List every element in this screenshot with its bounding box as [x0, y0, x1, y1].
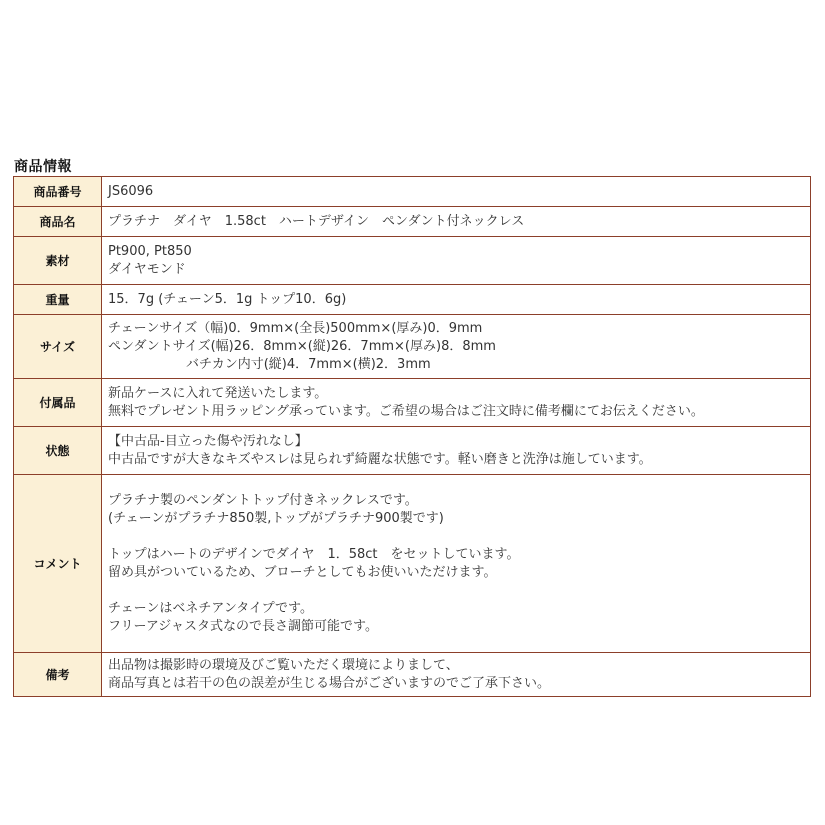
row-accessories [14, 379, 811, 427]
comment-line: (チェーンがプラチナ850製,トップがプラチナ900製です) [108, 510, 444, 526]
label-condition: 状態 [14, 427, 102, 475]
accessories-line: 新品ケースに入れて発送いたします。 [108, 385, 328, 401]
value-accessories [102, 379, 811, 427]
value-comment [102, 475, 811, 653]
row-comment [14, 475, 811, 653]
label-comment: コメント [14, 475, 102, 653]
comment-spacer [108, 528, 804, 546]
accessories-line: 無料でプレゼント用ラッピング承っています。ご希望の場合はご注文時に備考欄にてお伝えください。 [108, 403, 704, 419]
label-product-number: 商品番号 [14, 177, 102, 207]
row-material [14, 237, 811, 285]
value-product-name: プラチナ ダイヤ 1.58ct ハートデザイン ペンダント付ネックレス [102, 207, 811, 237]
size-line: ペンダントサイズ(幅)26．8mm×(縦)26．7mm×(厚み)8．8mm [108, 338, 496, 354]
size-line: チェーンサイズ（幅)0．9mm×(全長)500mm×(厚み)0．9mm [108, 320, 483, 336]
value-condition [102, 427, 811, 475]
comment-spacer [108, 582, 804, 600]
condition-line: 【中古品-目立った傷や汚れなし】 [108, 433, 308, 449]
comment-line: フリーアジャスタ式なので長さ調節可能です。 [108, 618, 379, 634]
value-weight: 15．7g (チェーン5．1g トップ10．6g) [102, 285, 811, 315]
label-remarks: 備考 [14, 653, 102, 697]
comment-line: 留め具がついているため、ブローチとしてもお使いいただけます。 [108, 564, 497, 580]
size-line: バチカン内寸(縦)4．7mm×(横)2．3mm [108, 356, 431, 372]
row-product-name [14, 207, 811, 237]
row-weight [14, 285, 811, 315]
remarks-line: 出品物は撮影時の環境及びご覧いただく環境によりまして、 [108, 657, 459, 673]
condition-line: 中古品ですが大きなキズやスレは見られず綺麗な状態です。軽い磨きと洗浄は施しています。 [108, 451, 652, 467]
comment-line: トップはハートのデザインでダイヤ 1．58ct をセットしています。 [108, 546, 520, 562]
product-info-table [13, 176, 811, 697]
value-material [102, 237, 811, 285]
row-condition [14, 427, 811, 475]
value-product-number: JS6096 [102, 177, 811, 207]
label-size: サイズ [14, 315, 102, 379]
value-size [102, 315, 811, 379]
label-material: 素材 [14, 237, 102, 285]
material-line: ダイヤモンド [108, 261, 186, 277]
row-size [14, 315, 811, 379]
value-remarks [102, 653, 811, 697]
label-accessories: 付属品 [14, 379, 102, 427]
material-line: Pt900, Pt850 [108, 243, 192, 259]
row-remarks [14, 653, 811, 697]
comment-line: チェーンはベネチアンタイプです。 [108, 600, 314, 616]
section-title: 商品情報 [14, 159, 72, 175]
comment-line: プラチナ製のペンダントトップ付きネックレスです。 [108, 492, 418, 508]
label-product-name: 商品名 [14, 207, 102, 237]
remarks-line: 商品写真とは若干の色の誤差が生じる場合がございますのでご了承下さい。 [108, 675, 551, 691]
row-product-number [14, 177, 811, 207]
label-weight: 重量 [14, 285, 102, 315]
